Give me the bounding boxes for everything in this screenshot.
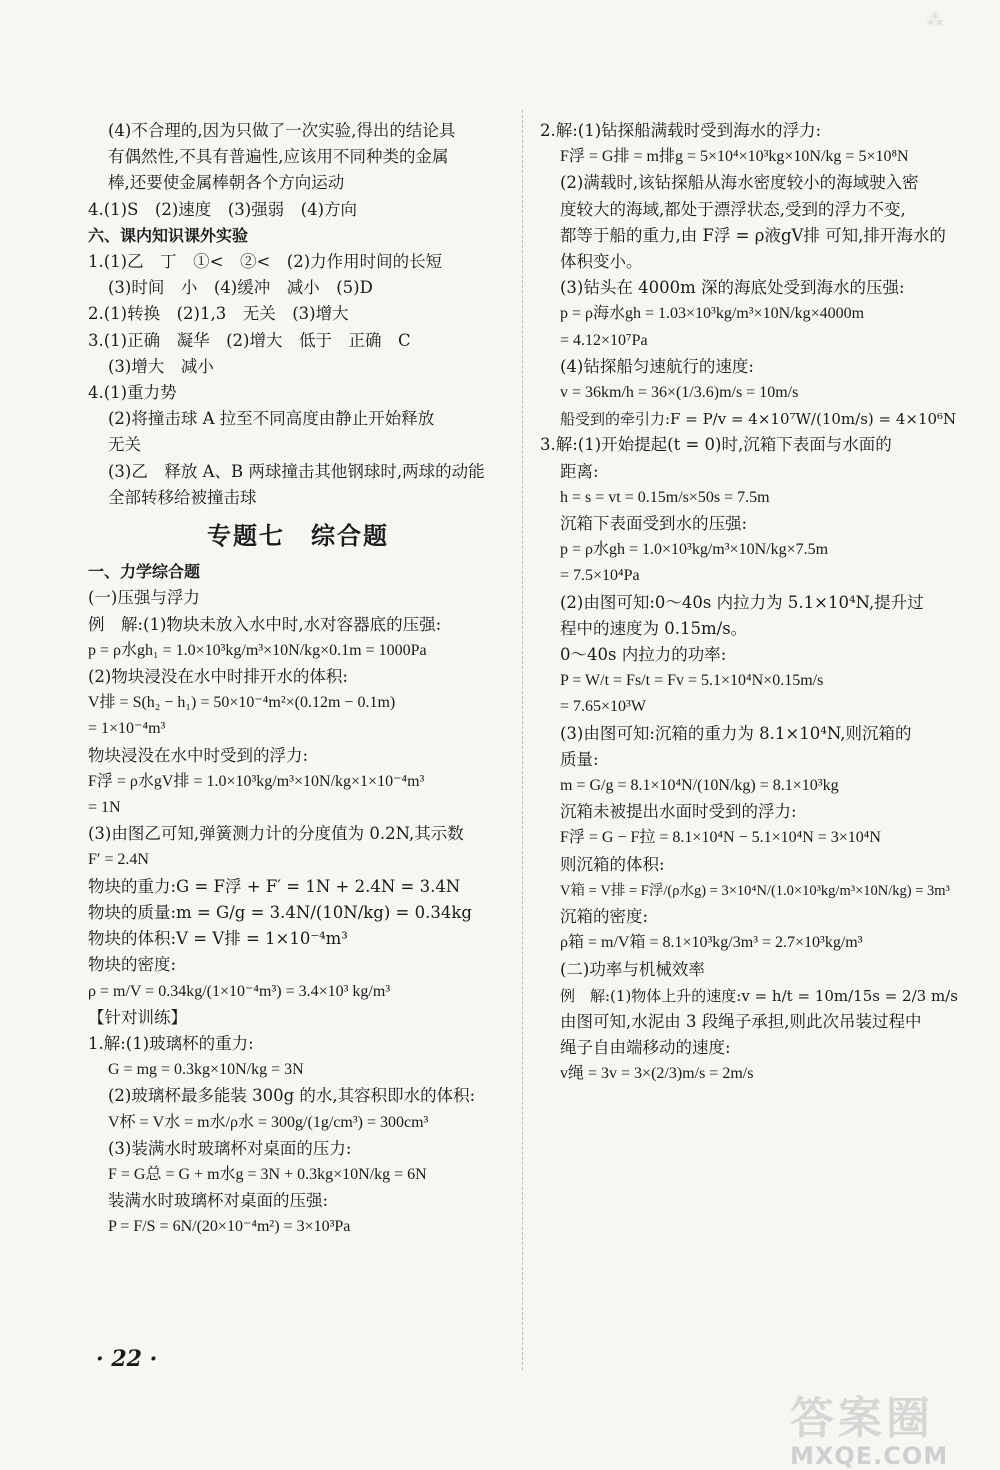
text-line: 1.(1)乙 丁 ①< ②< (2)力作用时间的长短	[88, 252, 443, 272]
text-line: (4)钻探船匀速航行的速度:	[560, 356, 754, 376]
text-line: 例 解:(1)物体上升的速度:v = h/t = 10m/15s = 2/3 m/s	[560, 986, 958, 1005]
text-line: ρ = m/V = 0.34kg/(1×10⁻⁴m³) = 3.4×10³ kg/m³	[88, 982, 391, 1000]
text-line: 质量:	[560, 749, 599, 769]
text-line: 装满水时玻璃杯对桌面的压强:	[108, 1191, 329, 1211]
text-line: (3)装满水时玻璃杯对桌面的压力:	[108, 1138, 352, 1158]
text-line: p = ρ水gh₁ = 1.0×10³kg/m³×10N/kg×0.1m = 1000Pa	[88, 641, 427, 659]
text-line: 船受到的牵引力:F = P/v = 4×10⁷W/(10m/s) = 4×10⁶N	[560, 410, 957, 429]
corner-mark: ⁂	[926, 10, 944, 31]
text-line: 全部转移给被撞击球	[108, 487, 257, 507]
text-line: v = 36km/h = 36×(1/3.6)m/s = 10m/s	[560, 384, 799, 402]
text-line: (3)钻头在 4000m 深的海底处受到海水的压强:	[560, 278, 905, 298]
text-line: 0～40s 内拉力的功率:	[560, 645, 727, 665]
text-line: 则沉箱的体积:	[560, 854, 665, 874]
text-line: 绳子自由端移动的速度:	[560, 1038, 731, 1058]
text-line: 3.解:(1)开始提起(t = 0)时,沉箱下表面与水面的	[540, 435, 892, 455]
text-line: 无关	[108, 435, 141, 455]
text-line: ρ箱 = m/V箱 = 8.1×10³kg/3m³ = 2.7×10³kg/m³	[560, 934, 863, 952]
text-line: = 4.12×10⁷Pa	[560, 331, 648, 349]
left-column	[88, 118, 508, 1241]
text-line: = 7.5×10⁴Pa	[560, 567, 640, 585]
text-line: (2)玻璃杯最多能装 300g 的水,其容积即水的体积:	[108, 1086, 476, 1106]
text-line: 度较大的海域,都处于漂浮状态,受到的浮力不变,	[560, 199, 906, 219]
text-line: (一)压强与浮力	[88, 588, 200, 608]
column-divider	[522, 110, 523, 1370]
text-line: 程中的速度为 0.15m/s。	[560, 618, 748, 638]
text-line: 1.解:(1)玻璃杯的重力:	[88, 1033, 254, 1053]
text-line: F′ = 2.4N	[88, 851, 149, 869]
text-line: 物块的密度:	[88, 955, 177, 975]
section-heading: 六、课内知识课外实验	[88, 225, 249, 245]
text-line: G = mg = 0.3kg×10N/kg = 3N	[108, 1061, 304, 1079]
text-line: 【针对训练】	[88, 1007, 187, 1027]
text-line: 例 解:(1)物块未放入水中时,水对容器底的压强:	[88, 614, 442, 634]
text-line: 沉箱未被提出水面时受到的浮力:	[560, 802, 797, 822]
text-line: 物块的质量:m = G/g = 3.4N/(10N/kg) = 0.34kg	[88, 902, 472, 922]
watermark-text: 答案圈	[790, 1393, 934, 1444]
text-line: (3)时间 小 (4)缓冲 减小 (5)D	[108, 278, 373, 298]
text-line: (3)由图乙可知,弹簧测力计的分度值为 0.2N,其示数	[88, 824, 464, 844]
text-line: m = G/g = 8.1×10⁴N/(10N/kg) = 8.1×10³kg	[560, 777, 839, 795]
text-line: F浮 = G排 = m排g = 5×10⁴×10³kg×10N/kg = 5×10⁸N	[560, 148, 909, 166]
text-line: F浮 = ρ水gV排 = 1.0×10³kg/m³×10N/kg×1×10⁻⁴m³	[88, 772, 425, 790]
text-line: 距离:	[560, 461, 599, 481]
text-line: = 1×10⁻⁴m³	[88, 720, 166, 738]
section-heading: 一、力学综合题	[88, 562, 201, 582]
text-line: F = G总 = G + m水g = 3N + 0.3kg×10N/kg = 6N	[108, 1165, 427, 1183]
text-line: (2)满载时,该钻探船从海水密度较小的海域驶入密	[560, 173, 919, 193]
text-line: (3)由图可知:沉箱的重力为 8.1×10⁴N,则沉箱的	[560, 723, 912, 743]
text-line: 4.(1)重力势	[88, 383, 177, 403]
text-line: F浮 = G − F拉 = 8.1×10⁴N − 5.1×10⁴N = 3×10⁴N	[560, 829, 881, 847]
text-line: V箱 = V排 = F浮/(ρ水g) = 3×10⁴N/(1.0×10³kg/m³×10N/kg) = 3m³	[560, 882, 950, 899]
text-line: 沉箱的密度:	[560, 907, 649, 927]
page-number: · 22 ·	[96, 1346, 158, 1372]
watermark-url: MXQE.COM	[790, 1442, 949, 1470]
text-line: 物块的体积:V = V排 = 1×10⁻⁴m³	[88, 929, 348, 949]
text-line: 物块的重力:G = F浮 + F′ = 1N + 2.4N = 3.4N	[88, 876, 461, 896]
text-line: h = s = vt = 0.15m/s×50s = 7.5m	[560, 488, 770, 506]
text-line: P = F/S = 6N/(20×10⁻⁴m²) = 3×10³Pa	[108, 1218, 351, 1236]
text-line: p = ρ海水gh = 1.03×10³kg/m³×10N/kg×4000m	[560, 305, 865, 323]
text-line: = 7.65×10³W	[560, 698, 646, 716]
text-line: p = ρ水gh = 1.0×10³kg/m³×10N/kg×7.5m	[560, 541, 829, 559]
text-line: 有偶然性,不具有普遍性,应该用不同种类的金属	[108, 147, 449, 167]
text-line: V排 = S(h₂ − h₁) = 50×10⁻⁴m²×(0.12m − 0.1m)	[88, 694, 396, 712]
text-line: V杯 = V水 = m水/ρ水 = 300g/(1g/cm³) = 300cm³	[108, 1113, 429, 1131]
text-line: = 1N	[88, 799, 121, 817]
watermark-logo	[790, 1382, 980, 1470]
right-column	[540, 118, 960, 1088]
text-line: 4.(1)S (2)速度 (3)强弱 (4)方向	[88, 199, 358, 219]
text-line: 3.(1)正确 凝华 (2)增大 低于 正确 C	[88, 330, 411, 350]
text-line: 由图可知,水泥由 3 段绳子承担,则此次吊装过程中	[560, 1011, 922, 1031]
text-line: (3)乙 释放 A、B 两球撞击其他钢球时,两球的动能	[108, 461, 485, 481]
text-line: 物块浸没在水中时受到的浮力:	[88, 745, 309, 765]
text-line: 棒,还要使金属棒朝各个方向运动	[108, 173, 345, 193]
text-line: (3)增大 减小	[108, 356, 214, 376]
text-line: 都等于船的重力,由 F浮 = ρ液gV排 可知,排开海水的	[560, 225, 946, 245]
text-line: v绳 = 3v = 3×(2/3)m/s = 2m/s	[560, 1065, 754, 1083]
text-line: (2)物块浸没在水中时排开水的体积:	[88, 667, 348, 687]
text-line: P = W/t = Fs/t = Fv = 5.1×10⁴N×0.15m/s	[560, 672, 824, 690]
section-title: 专题七 综合题	[207, 522, 389, 551]
text-line: 体积变小。	[560, 252, 643, 272]
text-line: (二)功率与机械效率	[560, 959, 705, 979]
text-line: (4)不合理的,因为只做了一次实验,得出的结论具	[108, 121, 456, 140]
text-line: (2)将撞击球 A 拉至不同高度由静止开始释放	[108, 409, 435, 429]
text-line: (2)由图可知:0～40s 内拉力为 5.1×10⁴N,提升过	[560, 592, 924, 612]
text-line: 2.(1)转换 (2)1,3 无关 (3)增大	[88, 304, 349, 324]
text-line: 沉箱下表面受到水的压强:	[560, 514, 748, 534]
text-line: 2.解:(1)钻探船满载时受到海水的浮力:	[540, 121, 822, 140]
